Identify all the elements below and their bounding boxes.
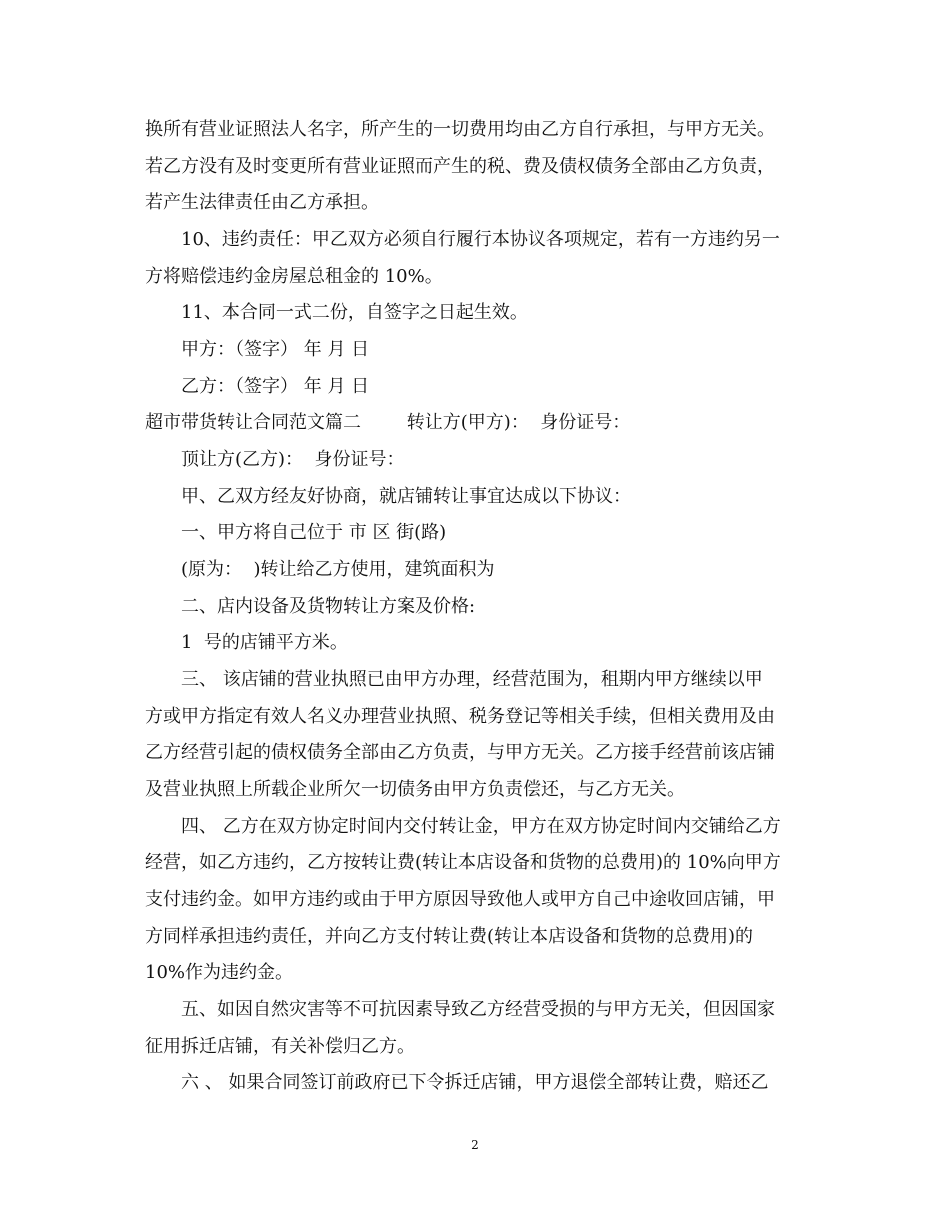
- text-line: 方将赔偿违约金房屋总租金的 10%。: [145, 266, 443, 287]
- text-line: 甲、乙双方经友好协商，就店铺转让事宜达成以下协议：: [181, 486, 631, 507]
- text-line: 顶让方(乙方)： 身份证号：: [181, 449, 405, 470]
- text-line: 一、甲方将自己位于 市 区 街(路): [181, 522, 447, 543]
- page-number: 2: [471, 1138, 479, 1152]
- text-line: 甲方：（签字） 年 月 日: [181, 339, 370, 360]
- text-line: 10、违约责任：甲乙双方必须自行履行本协议各项规定，若有一方违约另一: [181, 229, 780, 250]
- text-line: 六 、 如果合同签订前政府已下令拆迁店铺，甲方退偿全部转让费，赔还乙: [181, 1072, 769, 1093]
- text-line: 若产生法律责任由乙方承担。: [145, 192, 379, 213]
- text-line: 支付违约金。如甲方违约或由于甲方原因导致他人或甲方自己中途收回店铺，甲: [145, 889, 775, 910]
- text-line: 征用拆迁店铺，有关补偿归乙方。: [145, 1036, 415, 1057]
- text-line: 乙方：（签字） 年 月 日: [181, 376, 370, 397]
- text-line: 方同样承担违约责任，并向乙方支付转让费(转让本店设备和货物的总费用)的: [145, 926, 754, 947]
- text-line: 若乙方没有及时变更所有营业证照而产生的税、费及债权债务全部由乙方负责，: [145, 156, 775, 177]
- text-line: 三、 该店铺的营业执照已由甲方办理，经营范围为，租期内甲方继续以甲: [181, 669, 763, 690]
- section-heading: 超市带货转让合同范文篇二 转让方(甲方)： 身份证号：: [145, 412, 631, 433]
- text-line: (原为： )转让给乙方使用，建筑面积为: [181, 559, 495, 580]
- text-line: 1 号的店铺平方米。: [181, 632, 348, 653]
- text-line: 二、店内设备及货物转让方案及价格:: [181, 596, 476, 617]
- text-line: 乙方经营引起的债权债务全部由乙方负责，与甲方无关。乙方接手经营前该店铺: [145, 742, 775, 763]
- text-line: 方或甲方指定有效人名义办理营业执照、税务登记等相关手续，但相关费用及由: [145, 706, 775, 727]
- text-line: 四、 乙方在双方协定时间内交付转让金，甲方在双方协定时间内交铺给乙方: [181, 816, 781, 837]
- text-line: 五、如因自然灾害等不可抗因素导致乙方经营受损的与甲方无关，但因国家: [181, 999, 775, 1020]
- text-line: 经营，如乙方违约，乙方按转让费(转让本店设备和货物的总费用)的 10%向甲方: [145, 852, 781, 873]
- text-line: 换所有营业证照法人名字，所产生的一切费用均由乙方自行承担，与甲方无关。: [145, 119, 775, 140]
- text-line: 11、本合同一式二份，自签字之日起生效。: [181, 302, 528, 323]
- text-line: 及营业执照上所载企业所欠一切债务由甲方负责偿还，与乙方无关。: [145, 779, 685, 800]
- text-line: 10%作为违约金。: [145, 962, 294, 983]
